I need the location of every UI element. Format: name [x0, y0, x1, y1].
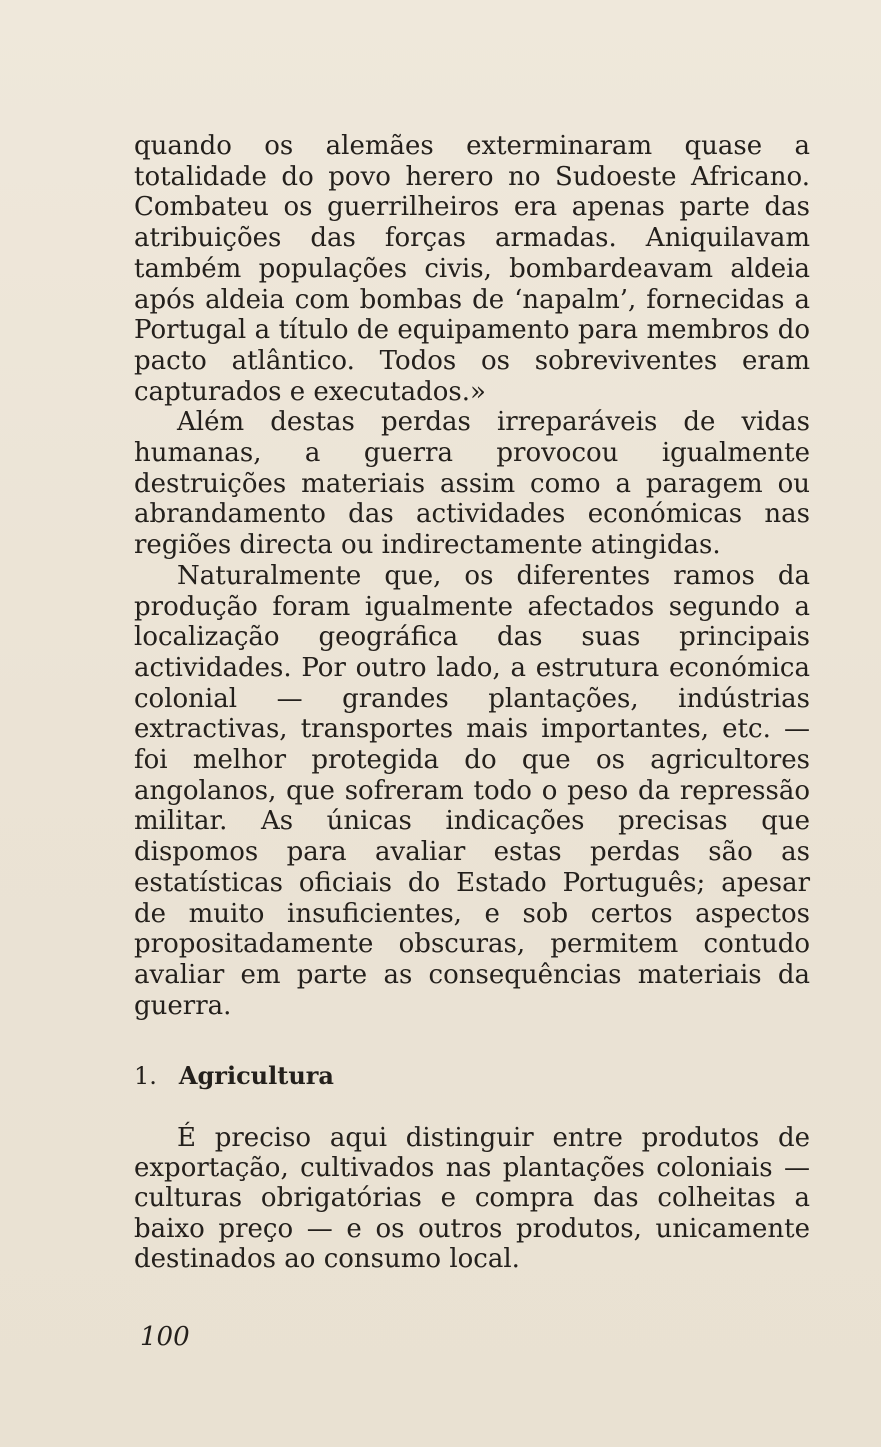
- paragraph-agriculture: É preciso aqui distinguir entre produtos de exportação, cultivados nas plantações coloniais — culturas obrigatórias e compra das colheitas a baixo preço — e os outros produtos, unicamente destinados ao consumo local.: [134, 1123, 810, 1274]
- paragraph-continued: quando os alemães exterminaram quase a totalidade do povo herero no Sudoeste Africano. Combateu os guerrilheiros era apenas parte das atribuições das forças armadas. Aniquilavam também populações civis, bombardeavam aldeia após aldeia com bombas de ‘napalm’, fornecidas a Portugal a título de equipamento para membros do pacto atlântico. Todos os sobreviventes eram capturados e executados.»: [134, 131, 810, 407]
- page-number: 100: [140, 1322, 190, 1352]
- paragraph-production: Naturalmente que, os diferentes ramos da produção foram igualmente afectados segundo a localização geográfica das suas principais actividades. Por outro lado, a estrutura económica colonial — grandes plantações, indústrias extractivas, transportes mais importantes, etc. — foi melhor protegida do que os agricultores angolanos, que sofreram todo o peso da repressão militar. As únicas indicações precisas que dispomos para avaliar estas perdas são as estatísticas oficiais do Estado Português; apesar de muito insuficientes, e sob certos aspectos propositadamente obscuras, permitem contudo avaliar em parte as consequências materiais da guerra.: [134, 560, 810, 1021]
- body-text-bottom: [134, 1123, 810, 1274]
- section-title: Agricultura: [178, 1061, 334, 1090]
- paragraph-losses: Além destas perdas irreparáveis de vidas humanas, a guerra provocou igualmente destruições materiais assim como a paragem ou abrandamento das actividades económicas nas regiões directa ou indirectamente atingidas.: [134, 407, 810, 561]
- section-number: 1.: [134, 1062, 157, 1090]
- section-heading: [134, 1061, 334, 1090]
- body-text-top: [134, 131, 810, 1021]
